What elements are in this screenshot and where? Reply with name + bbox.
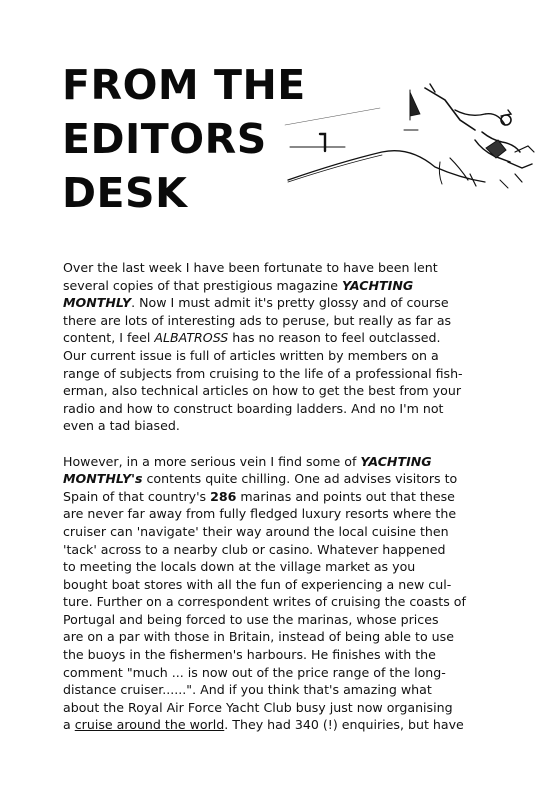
text-line: about the Royal Air Force Yacht Club busy just now organising: [63, 699, 453, 715]
text-line: bought boat stores with all the fun of experiencing a new cul-: [63, 576, 452, 592]
text-line: radio and how to construct boarding ladders. And no I'm not: [63, 400, 444, 416]
sailboat-sketch-icon: [270, 70, 540, 200]
magazine-name: YACHTING: [342, 277, 414, 293]
text-line: there are lots of interesting ads to peruse, but really as far as: [63, 312, 452, 328]
text-line: erman, also technical articles on how to get the best from your: [63, 383, 462, 399]
paragraph-1: [63, 259, 533, 435]
text-line: comment "much ... is now out of the price range of the long-: [63, 664, 446, 680]
text-line: However, in a more serious vein I find some of YACHTING: [63, 453, 432, 469]
text-line: the buoys in the fishermen's harbours. He finishes with the: [63, 647, 436, 663]
text-line: distance cruiser......". And if you think that's amazing what: [63, 682, 432, 698]
text-line: MONTHLY's contents quite chilling. One ad advises visitors to: [63, 471, 458, 487]
title-line-2: EDITORS: [62, 115, 267, 163]
text-line: Over the last week I have been fortunate to have been lent: [63, 260, 438, 275]
text-line: MONTHLY. Now I must admit it's pretty glossy and of course: [63, 295, 449, 311]
text-line: even a tad biased.: [63, 418, 180, 434]
title-line-3: DESK: [62, 169, 188, 217]
text-line: cruiser can 'navigate' their way around the local cuisine then: [63, 523, 449, 539]
marina-count: 286: [210, 488, 237, 504]
text-line: several copies of that prestigious magazine YACHTING: [63, 277, 414, 293]
text-line: to meeting the locals down at the village market as you: [63, 559, 416, 575]
magazine-name: YACHTING: [360, 453, 432, 469]
text-line: range of subjects from cruising to the life of a professional fish-: [63, 365, 463, 381]
text-line: 'tack' across to a nearby club or casino. Whatever happened: [63, 541, 446, 557]
title-line-1: FROM THE: [62, 61, 306, 109]
magazine-name: MONTHLY: [63, 295, 132, 311]
underlined-phrase: cruise around the world: [74, 717, 225, 733]
text-line: Spain of that country's 286 marinas and points out that these: [63, 488, 455, 504]
text-line: Our current issue is full of articles written by members on a: [63, 347, 439, 363]
magazine-name: MONTHLY's: [63, 471, 143, 487]
text-line: content, I feel ALBATROSS has no reason to feel outclassed.: [63, 330, 441, 346]
paragraph-2: [63, 453, 533, 735]
editorial-text: [63, 259, 533, 734]
magazine-name: ALBATROSS: [154, 330, 229, 346]
text-line: ture. Further on a correspondent writes of cruising the coasts of: [63, 594, 466, 610]
text-line: are never far away from fully fledged luxury resorts where the: [63, 506, 457, 522]
text-line: Portugal and being forced to use the marinas, whose prices: [63, 611, 439, 627]
text-line: are on a par with those in Britain, instead of being able to use: [63, 629, 454, 645]
text-line: a cruise around the world. They had 340 (!) enquiries, but have: [63, 717, 464, 733]
